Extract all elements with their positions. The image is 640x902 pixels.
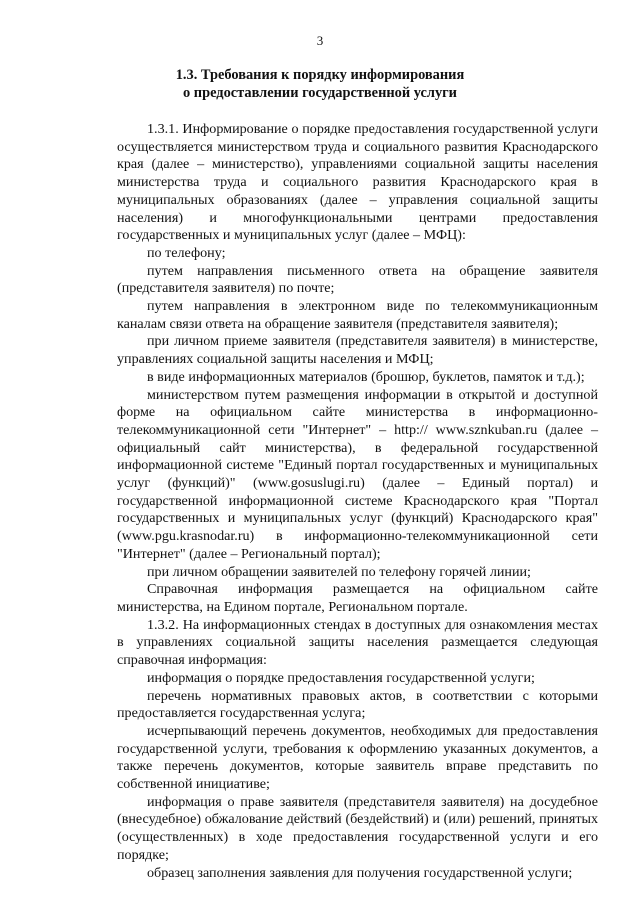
list-item-personal-reception: при личном приеме заявителя (представителя заявителя) в министерстве, управлениях социальной защиты населения и МФЦ; [117,333,598,368]
list-item-documents: исчерпывающий перечень документов, необходимых для предоставления государственной услуги, требования к оформлению указанных документов, а также перечень документов, которые заявитель вправе представить по собственной инициативе; [117,722,598,793]
list-item-post: путем направления письменного ответа на обращение заявителя (представителя заявителя) по почте; [117,262,598,297]
paragraph-1-3-2: 1.3.2. На информационных стендах в доступных для ознакомления местах в управлениях социальной защиты населения размещается следующая справочная информация: [117,616,598,669]
list-item-internet: министерством путем размещения информации в открытой и доступной форме на официальном сайте министерства в информационно-телекоммуникационной сети "Интернет" – http:// www.sznkuban.ru (далее – официальный сайт министерства), в федеральной государственной информационной системе "Единый портал государственных и муниципальных услуг (функций)" (www.gosuslugi.ru) (далее – Единый портал) и государственной информационной системе Краснодарского края "Портал государственных и муниципальных услуг (функций) Краснодарского края" (www.pgu.krasnodar.ru) в информационно-телекоммуникационной сети "Интернет" (далее – Региональный портал); [117,386,598,562]
section-title-line-2: о предоставлении государственной услуги [183,85,457,101]
list-item-appeal-rights: информация о праве заявителя (представителя заявителя) на досудебное (внесудебное) обжалование действий (бездействий) и (или) решений, принятых (осуществленных) в ходе предоставления государственной услуги и его порядке; [117,793,598,863]
list-item-hotline: при личном обращении заявителей по телефону горячей линии; [147,563,531,580]
page-number: 3 [316,33,324,48]
paragraph-1-3-1: 1.3.1. Информирование о порядке предоставления государственной услуги осуществляется министерством труда и социального развития Краснодарского края (далее – министерство), управлениями социальной защиты населения министерства труда и социального развития Краснодарского края в муниципальных образованиях (далее – управления социальной защиты населения) и многофункциональными центрами предоставления государственных и муниципальных услуг (далее – МФЦ): [117,121,598,244]
list-item-electronic: путем направления в электронном виде по телекоммуникационным каналам связи ответа на обращение заявителя (представителя заявителя); [117,298,598,332]
list-item-application-sample: образец заполнения заявления для получения государственной услуги; [147,864,573,881]
section-title [0,66,640,102]
document-body [117,121,598,882]
paragraph-reference-info: Справочная информация размещается на официальном сайте министерства, на Едином портале, Региональном портале. [117,581,598,615]
list-item-phone: по телефону; [147,244,226,261]
list-item-legal-acts: перечень нормативных правовых актов, в соответствии с которыми предоставляется государственная услуга; [117,687,598,722]
list-item-materials: в виде информационных материалов (брошюр, буклетов, памяток и т.д.); [147,368,585,385]
list-item-procedure: информация о порядке предоставления государственной услуги; [147,669,535,686]
section-title-line-1: 1.3. Требования к порядку информирования [175,67,465,83]
